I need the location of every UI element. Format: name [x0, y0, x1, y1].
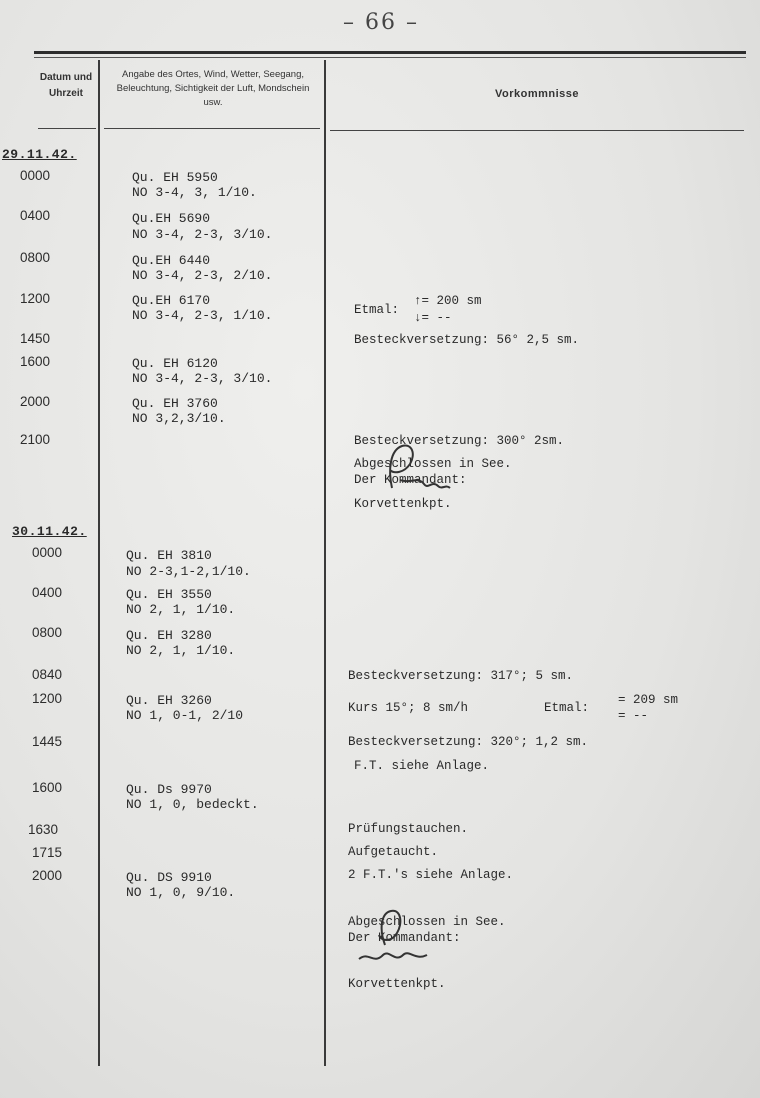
header-rule-3 — [330, 130, 744, 131]
time: 0000 — [20, 168, 51, 183]
weather: NO 1, 0, 9/10. — [126, 885, 236, 900]
event: Besteckversetzung: 300° 2sm. — [354, 434, 565, 448]
position: Qu. EH 3260 — [126, 693, 212, 708]
event: Aufgetaucht. — [348, 845, 439, 859]
closing-commander: Der Kommandant: — [354, 473, 467, 487]
top-rule — [34, 51, 746, 54]
time: 1200 — [32, 691, 63, 706]
date-day1: 29.11.42. — [2, 147, 77, 162]
etmal-down: ↓= -- — [414, 311, 452, 325]
event: Besteckversetzung: 56° 2,5 sm. — [354, 333, 580, 347]
page-number: – 66 – — [343, 10, 419, 35]
time: 1715 — [32, 845, 63, 860]
header-datum: Datum und Uhrzeit — [39, 72, 93, 99]
event: Besteckversetzung: 320°; 1,2 sm. — [348, 735, 589, 749]
position: Qu.EH 5690 — [132, 211, 211, 226]
closing-commander: Der Kommandant: — [348, 931, 461, 945]
time: 0840 — [32, 667, 63, 682]
closing-text: Abgeschlossen in See. — [348, 915, 506, 929]
header-rule-1 — [38, 128, 96, 129]
weather: NO 2-3,1-2,1/10. — [126, 564, 251, 579]
time: 0800 — [20, 250, 51, 265]
time: 1600 — [32, 780, 63, 795]
date-day2: 30.11.42. — [12, 524, 87, 539]
position: Qu. EH 3760 — [132, 396, 218, 411]
time: 1630 — [28, 822, 59, 837]
weather: NO 3,2,3/10. — [132, 411, 226, 426]
etmal-label: Etmal: — [544, 701, 590, 715]
closing-rank: Korvettenkpt. — [348, 977, 446, 991]
position: Qu. DS 9910 — [126, 870, 212, 885]
event-note: F.T. siehe Anlage. — [354, 759, 490, 773]
column-divider-1 — [98, 60, 100, 1066]
time: 2000 — [32, 868, 63, 883]
time: 2000 — [20, 394, 51, 409]
etmal-up: = 209 sm — [618, 693, 679, 707]
top-rule-thin — [34, 57, 746, 58]
position: Qu. Ds 9970 — [126, 782, 212, 797]
time: 2100 — [20, 432, 51, 447]
position: Qu. EH 5950 — [132, 170, 218, 185]
time: 1445 — [32, 734, 63, 749]
event: 2 F.T.'s siehe Anlage. — [348, 868, 514, 882]
weather: NO 1, 0-1, 2/10 — [126, 708, 244, 723]
position: Qu. EH 3810 — [126, 548, 212, 563]
time: 1600 — [20, 354, 51, 369]
weather: NO 1, 0, bedeckt. — [126, 797, 259, 812]
position: Qu. EH 3280 — [126, 628, 212, 643]
weather: NO 3-4, 2-3, 3/10. — [132, 371, 273, 386]
course: Kurs 15°; 8 sm/h — [348, 701, 469, 715]
etmal-up: ↑= 200 sm — [414, 294, 482, 308]
time: 0400 — [20, 208, 51, 223]
position: Qu. EH 6120 — [132, 356, 218, 371]
time: 0000 — [32, 545, 63, 560]
event: Prüfungstauchen. — [348, 822, 469, 836]
header-vorkommnisse: Vorkommnisse — [494, 88, 580, 100]
closing-text: Abgeschlossen in See. — [354, 457, 512, 471]
time: 0800 — [32, 625, 63, 640]
weather: NO 3-4, 2-3, 2/10. — [132, 268, 273, 283]
position: Qu.EH 6170 — [132, 293, 211, 308]
signature-2 — [355, 905, 445, 967]
weather: NO 3-4, 2-3, 3/10. — [132, 227, 273, 242]
etmal-down: = -- — [618, 709, 649, 723]
time: 1450 — [20, 331, 51, 346]
event: Besteckversetzung: 317°; 5 sm. — [348, 669, 574, 683]
weather: NO 2, 1, 1/10. — [126, 602, 236, 617]
time: 0400 — [32, 585, 63, 600]
position: Qu. EH 3550 — [126, 587, 212, 602]
signature-1 — [380, 440, 460, 502]
column-divider-2 — [324, 60, 326, 1066]
weather: NO 3-4, 2-3, 1/10. — [132, 308, 273, 323]
time: 1200 — [20, 291, 51, 306]
closing-rank: Korvettenkpt. — [354, 497, 452, 511]
weather: NO 2, 1, 1/10. — [126, 643, 236, 658]
position: Qu.EH 6440 — [132, 253, 211, 268]
weather: NO 3-4, 3, 1/10. — [132, 185, 257, 200]
header-angabe: Angabe des Ortes, Wind, Wetter, Seegang, Beleuchtung, Sichtigkeit der Luft, Mondschein usw. — [116, 69, 310, 108]
header-rule-2 — [104, 128, 320, 129]
etmal-label: Etmal: — [354, 303, 400, 317]
